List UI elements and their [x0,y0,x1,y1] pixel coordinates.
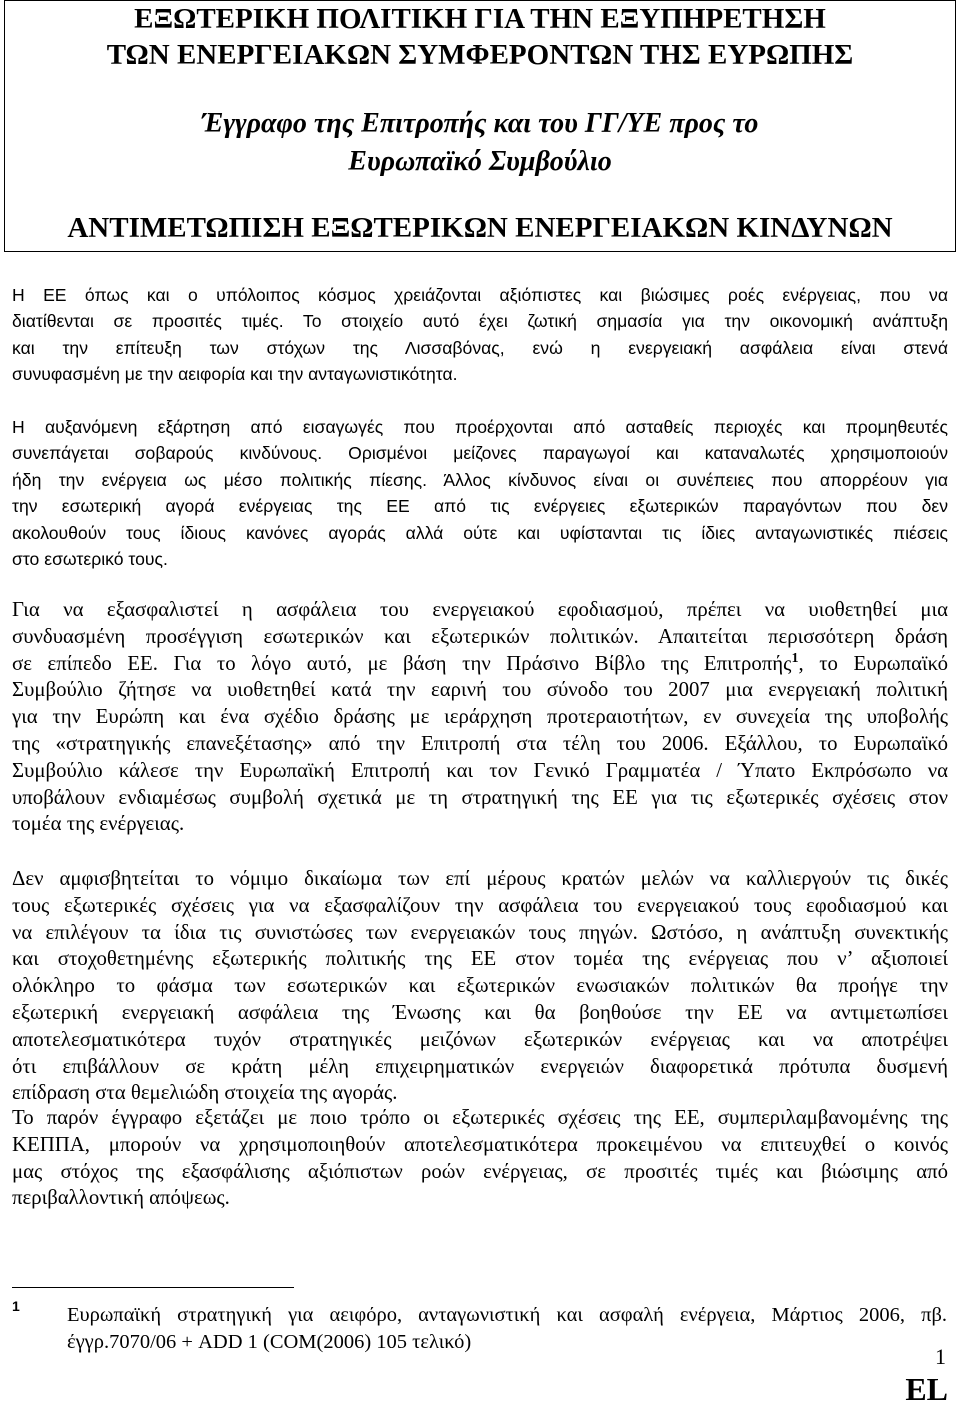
paragraph-3-line: Συμβούλιο ζήτησε να υιοθετηθεί κατά την εαρινή του σύνοδο του 2007 μια ενεργειακή πολιτική [12,678,948,702]
footnote-reference[interactable]: 1 [791,650,799,666]
document-subtitle [5,105,955,181]
document-title [5,1,955,73]
paragraph-2-line: ακολουθούν τους ίδιους κανόνες αγοράς αλλά ούτε και υφίστανται τις ίδιες ανταγωνιστικές πιέσεις [12,522,948,543]
paragraph-3-text: σε επίπεδο ΕΕ. Για το λόγο αυτό, με βάση την Πράσινο Βίβλο της Επιτροπής [12,651,792,675]
paragraph-4-line: Δεν αμφισβητείται το νόμιμο δικαίωμα των επί μέρους κρατών μελών να καλλιεργούν τις δικές [12,867,948,890]
paragraph-1 [12,282,948,388]
paragraph-2-line: ήδη την ενέργεια ως μέσο πολιτικής πίεσης. Άλλος κίνδυνος είναι οι συνέπειες που απορρέουν για [12,469,948,490]
paragraph-4-line: επίδραση στα θεμελιώδη στοιχεία της αγοράς. [12,1081,398,1105]
paragraph-1-line: Η ΕΕ όπως και ο υπόλοιπος κόσμος χρειάζονται αξιόπιστες και βιώσιμες ροές ενέργειας, που να [12,285,948,305]
footnote-text [67,1302,947,1355]
paragraph-5-line: μας στόχος της εξασφάλισης αξιόπιστων ροών ενέργειας, σε προσιτές τιμές και βιώσιμης από [12,1159,948,1183]
paragraph-3-line: για την Ευρώπη και ένα σχέδιο δράσης με ιεράρχηση προτεραιοτήτων, εν συνεχεία της υποβολής [12,705,948,729]
paragraph-4-line: ότι επιβάλλουν σε κράτη μέλη επιχειρηματικών ενεργειών διαφορετικά πρότυπα δυσμενή [12,1054,948,1078]
document-title-line-1: ΕΞΩΤΕΡΙΚΗ ΠΟΛΙΤΙΚΗ ΓΙΑ ΤΗΝ ΕΞΥΠΗΡΕΤΗΣΗ [134,3,826,35]
paragraph-3-line: της «στρατηγικής επανεξέτασης» από την Επιτροπή στα τέλη του 2006. Εξάλλου, το Ευρωπαϊκό [12,731,948,755]
paragraph-4-line: τους εξωτερικές σχέσεις για να εξασφαλίζουν την ασφάλεια του ενεργειακού τους εφοδιασμού και [12,893,948,917]
paragraph-2-line: στο εσωτερικό τους. [12,549,168,570]
paragraph-4-line: να επιλέγουν τα ίδια τις συνιστώσες των ενεργειακών τους πηγών. Ωστόσο, η ανάπτυξη συνεκτικής [12,920,948,944]
paragraph-2-line: Η αυξανόμενη εξάρτηση από εισαγωγές που προέρχονται από ασταθείς περιοχές και προμηθευτές [12,417,948,437]
paragraph-5-line: περιβαλλοντική απόψεως. [12,1186,230,1210]
title-box [4,0,956,252]
paragraph-5-line: Το παρόν έγγραφο εξετάζει με ποιο τρόπο οι εξωτερικές σχέσεις της ΕΕ, συμπεριλαμβανομένης της [12,1106,948,1129]
footnote-line: Ευρωπαϊκή στρατηγική για αειφόρο, ανταγωνιστική και ασφαλή ενέργεια, Μάρτιος 2006, πβ. [67,1304,947,1326]
language-code: EL [905,1371,948,1407]
paragraph-4-line: αποτελεσματικότερα τυχόν στρατηγικές μειζόνων εξωτερικών ενέργειας και να αποτρέψει [12,1027,948,1051]
paragraph-3-line: συνδυασμένη προσέγγιση εσωτερικών και εξωτερικών πολιτικών. Απαιτείται περισσότερη δράση [12,624,948,648]
paragraph-4-line: εξωτερική ενεργειακή ασφάλεια της Ένωσης και θα βοηθούσε την ΕΕ να αντιμετωπίσει [12,1000,948,1024]
page-number: 1 [935,1344,946,1369]
paragraph-4 [12,866,948,1107]
document-title-line-2: ΤΩΝ ΕΝΕΡΓΕΙΑΚΩΝ ΣΥΜΦΕΡΟΝΤΩΝ ΤΗΣ ΕΥΡΩΠΗΣ [106,39,854,71]
paragraph-2-line: την εσωτερική αγορά ενέργειας της ΕΕ από τις ενέργειες εξωτερικών παραγόντων που δεν [12,496,948,517]
paragraph-1-line: και την επίτευξη των στόχων της Λισσαβόνας, ενώ η ενεργειακή ασφάλεια είναι στενά [12,337,948,358]
paragraph-2 [12,414,948,572]
paragraph-3-line: τομέα της ενέργειας. [12,812,185,836]
paragraph-3 [12,597,948,838]
paragraph-3-line: υποβάλουν ενδιαμέσως συμβολή σχετικά με τη στρατηγική της ΕΕ για τις εξωτερικές σχέσεις στον [12,785,948,809]
document-subtitle-line-1: Έγγραφο της Επιτροπής και του ΓΓ/ΥΕ προς το [201,108,759,139]
paragraph-4-line: και στοχοθετημένης εξωτερικής πολιτικής της ΕΕ στον τομέα της ενέργειας που ν’ αξιοποιεί [12,947,948,971]
footnote-separator [12,1287,294,1288]
paragraph-3-line-with-footnote [12,651,948,678]
footnote-marker: 1 [12,1298,20,1314]
paragraph-5 [12,1105,948,1212]
section-heading: ΑΝΤΙΜΕΤΩΠΙΣΗ ΕΞΩΤΕΡΙΚΩΝ ΕΝΕΡΓΕΙΑΚΩΝ ΚΙΝΔΥΝΩΝ [67,212,893,244]
paragraph-3-text: , το Ευρωπαϊκό [798,651,948,675]
document-subtitle-line-2: Ευρωπαϊκό Συμβούλιο [348,146,612,177]
paragraph-5-line: ΚΕΠΠΑ, μπορούν να χρησιμοποιηθούν αποτελεσματικότερα προκειμένου να επιτευχθεί ο κοινός [12,1132,948,1156]
paragraph-1-line: διατίθενται σε προσιτές τιμές. Το στοιχείο αυτό έχει ζωτική σημασία για την οικονομική ανάπτυξη [12,311,948,332]
paragraph-2-line: συνεπάγεται σοβαρούς κινδύνους. Ορισμένοι μείζονες παραγωγοί και καταναλωτές χρησιμοποιούν [12,443,948,464]
paragraph-3-line: Συμβούλιο κάλεσε την Ευρωπαϊκή Επιτροπή και τον Γενικό Γραμματέα / Ύπατο Εκπρόσωπο να [12,758,948,782]
paragraph-3-line: Για να εξασφαλιστεί η ασφάλεια του ενεργειακού εφοδιασμού, πρέπει να υιοθετηθεί μια [12,598,948,621]
paragraph-1-line: συνυφασμένη με την αειφορία και την ανταγωνιστικότητα. [12,364,458,385]
paragraph-4-line: ολόκληρο το φάσμα των εσωτερικών και εξωτερικών ενωσιακών πολιτικών θα προήγε την [12,974,948,998]
footnote-line: έγγρ.7070/06 + ADD 1 (COM(2006) 105 τελικό) [67,1330,472,1353]
